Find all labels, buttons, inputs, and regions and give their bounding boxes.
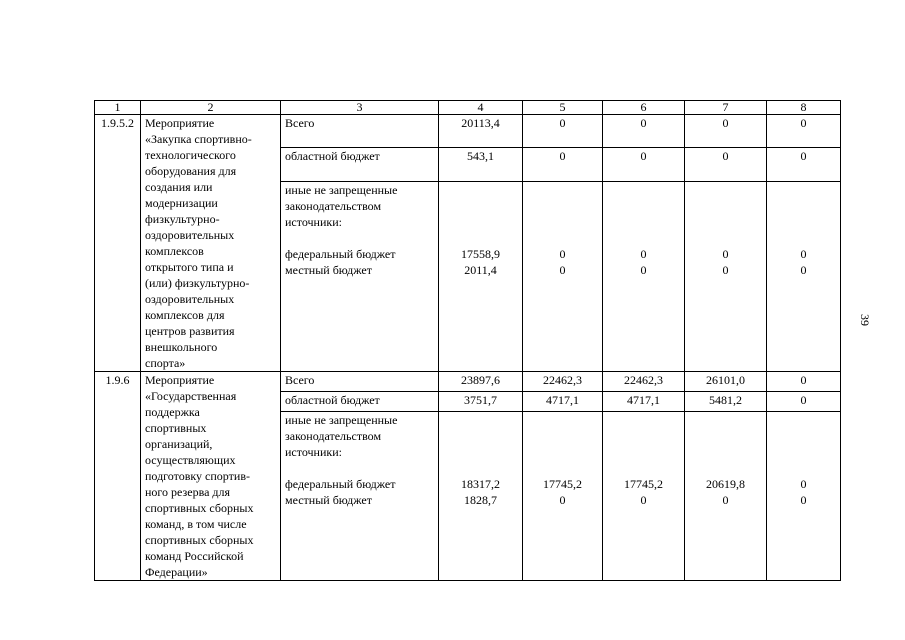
value-cell: 0 xyxy=(603,115,685,148)
funding-source: областной бюджет xyxy=(281,392,439,412)
funding-source-other: иные не запрещенные законодательством источники: федеральный бюджет местный бюджет xyxy=(281,412,439,581)
value-cell: 0 xyxy=(603,148,685,181)
value-cell: 22462,3 xyxy=(603,372,685,392)
value-cell: 543,1 xyxy=(439,148,523,181)
item-title: Мероприятие «Государственная поддержка спортивных организаций, осуществляющих подготовку спортив- ного резерва для спортивных сборных команд, в том числе спортивных сборных команд Российской Федерации» xyxy=(141,372,281,581)
item-title: Мероприятие «Закупка спортивно- технологического оборудования для создания или модернизации физкультурно- оздоровительных комплексов открытого типа и (или) физкультурно- оздоровительных комплексов для центров развития внешкольного спорта» xyxy=(141,115,281,372)
item-code: 1.9.6 xyxy=(95,372,141,581)
value-cell: 0 xyxy=(767,115,841,148)
value-cell: 17558,9 2011,4 xyxy=(439,181,523,371)
value-cell: 0 xyxy=(767,392,841,412)
column-number: 1 xyxy=(95,101,141,115)
column-number: 5 xyxy=(523,101,603,115)
column-number: 6 xyxy=(603,101,685,115)
value-cell: 22462,3 xyxy=(523,372,603,392)
column-number: 4 xyxy=(439,101,523,115)
column-number: 3 xyxy=(281,101,439,115)
value-cell: 0 xyxy=(523,148,603,181)
value-cell: 0 0 xyxy=(685,181,767,371)
column-number: 7 xyxy=(685,101,767,115)
funding-source: Всего xyxy=(281,115,439,148)
value-cell: 20619,8 0 xyxy=(685,412,767,581)
value-cell: 0 xyxy=(685,148,767,181)
value-cell: 0 0 xyxy=(603,181,685,371)
funding-source-other: иные не запрещенные законодательством источники: федеральный бюджет местный бюджет xyxy=(281,181,439,371)
value-cell: 3751,7 xyxy=(439,392,523,412)
column-number-row xyxy=(95,101,841,115)
budget-table xyxy=(94,100,841,581)
funding-source: областной бюджет xyxy=(281,148,439,181)
value-cell: 0 0 xyxy=(523,181,603,371)
column-number: 2 xyxy=(141,101,281,115)
table-row xyxy=(95,115,841,148)
value-cell: 0 0 xyxy=(767,181,841,371)
value-cell: 0 xyxy=(685,115,767,148)
value-cell: 26101,0 xyxy=(685,372,767,392)
value-cell: 4717,1 xyxy=(603,392,685,412)
value-cell: 0 0 xyxy=(767,412,841,581)
value-cell: 0 xyxy=(767,372,841,392)
value-cell: 23897,6 xyxy=(439,372,523,392)
value-cell: 0 xyxy=(523,115,603,148)
item-code: 1.9.5.2 xyxy=(95,115,141,372)
table-row xyxy=(95,372,841,392)
value-cell: 18317,2 1828,7 xyxy=(439,412,523,581)
page-number: 39 xyxy=(858,314,872,326)
column-number: 8 xyxy=(767,101,841,115)
value-cell: 5481,2 xyxy=(685,392,767,412)
funding-source: Всего xyxy=(281,372,439,392)
value-cell: 17745,2 0 xyxy=(523,412,603,581)
value-cell: 0 xyxy=(767,148,841,181)
value-cell: 20113,4 xyxy=(439,115,523,148)
value-cell: 17745,2 0 xyxy=(603,412,685,581)
value-cell: 4717,1 xyxy=(523,392,603,412)
